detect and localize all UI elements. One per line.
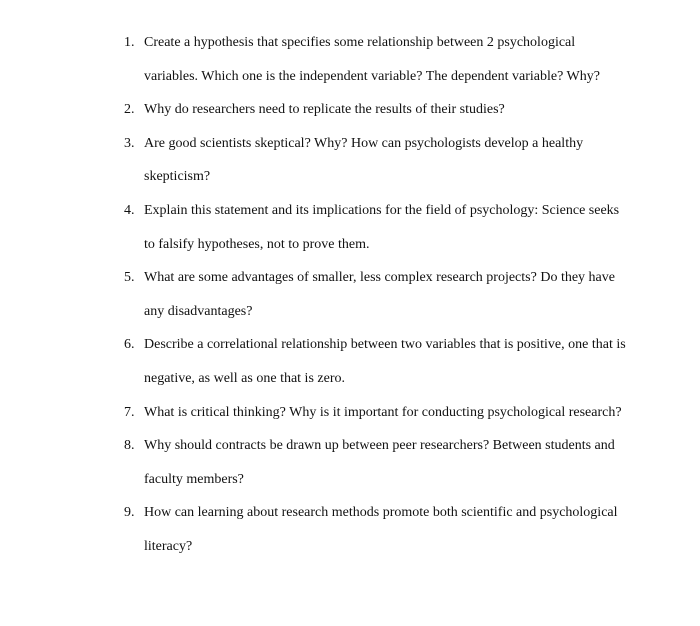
question-line: What are some advantages of smaller, less complex research projects? Do they have xyxy=(144,270,615,286)
question-number: 8. xyxy=(124,438,135,454)
question-item-6 xyxy=(108,328,648,395)
question-line: to falsify hypotheses, not to prove them. xyxy=(144,236,370,252)
question-line: Create a hypothesis that specifies some relationship between 2 psychological xyxy=(144,35,576,50)
question-line: Describe a correlational relationship between two variables that is positive, one that is xyxy=(144,337,626,353)
question-item-8 xyxy=(108,429,648,496)
question-number: 7. xyxy=(124,404,135,420)
question-item-9 xyxy=(108,496,648,563)
question-number: 3. xyxy=(124,135,135,151)
question-line: Are good scientists skeptical? Why? How can psychologists develop a healthy xyxy=(144,135,584,151)
question-item-2 xyxy=(108,93,648,127)
question-item-7 xyxy=(108,396,648,430)
question-item-5 xyxy=(108,261,648,328)
question-line: skepticism? xyxy=(144,169,211,185)
question-number: 6. xyxy=(124,337,135,353)
question-number: 1. xyxy=(124,35,135,50)
question-item-3 xyxy=(108,127,648,194)
question-item-4 xyxy=(108,194,648,261)
question-line: faculty members? xyxy=(144,471,244,487)
question-number: 2. xyxy=(124,102,135,118)
question-line: Why should contracts be drawn up between peer researchers? Between students and xyxy=(144,438,615,454)
question-line: Why do researchers need to replicate the results of their studies? xyxy=(144,102,505,118)
question-number: 9. xyxy=(124,505,135,521)
question-line: variables. Which one is the independent variable? The dependent variable? Why? xyxy=(144,68,600,84)
question-line: How can learning about research methods promote both scientific and psychological xyxy=(144,505,618,521)
question-list xyxy=(108,26,648,564)
question-line: negative, as well as one that is zero. xyxy=(144,370,345,386)
question-number: 4. xyxy=(124,202,135,218)
question-line: What is critical thinking? Why is it important for conducting psychological research? xyxy=(144,404,622,420)
question-line: literacy? xyxy=(144,538,193,554)
question-number: 5. xyxy=(124,270,135,286)
question-line: any disadvantages? xyxy=(144,303,253,319)
question-item-1 xyxy=(108,26,648,93)
question-line: Explain this statement and its implications for the field of psychology: Science seeks xyxy=(144,202,620,218)
